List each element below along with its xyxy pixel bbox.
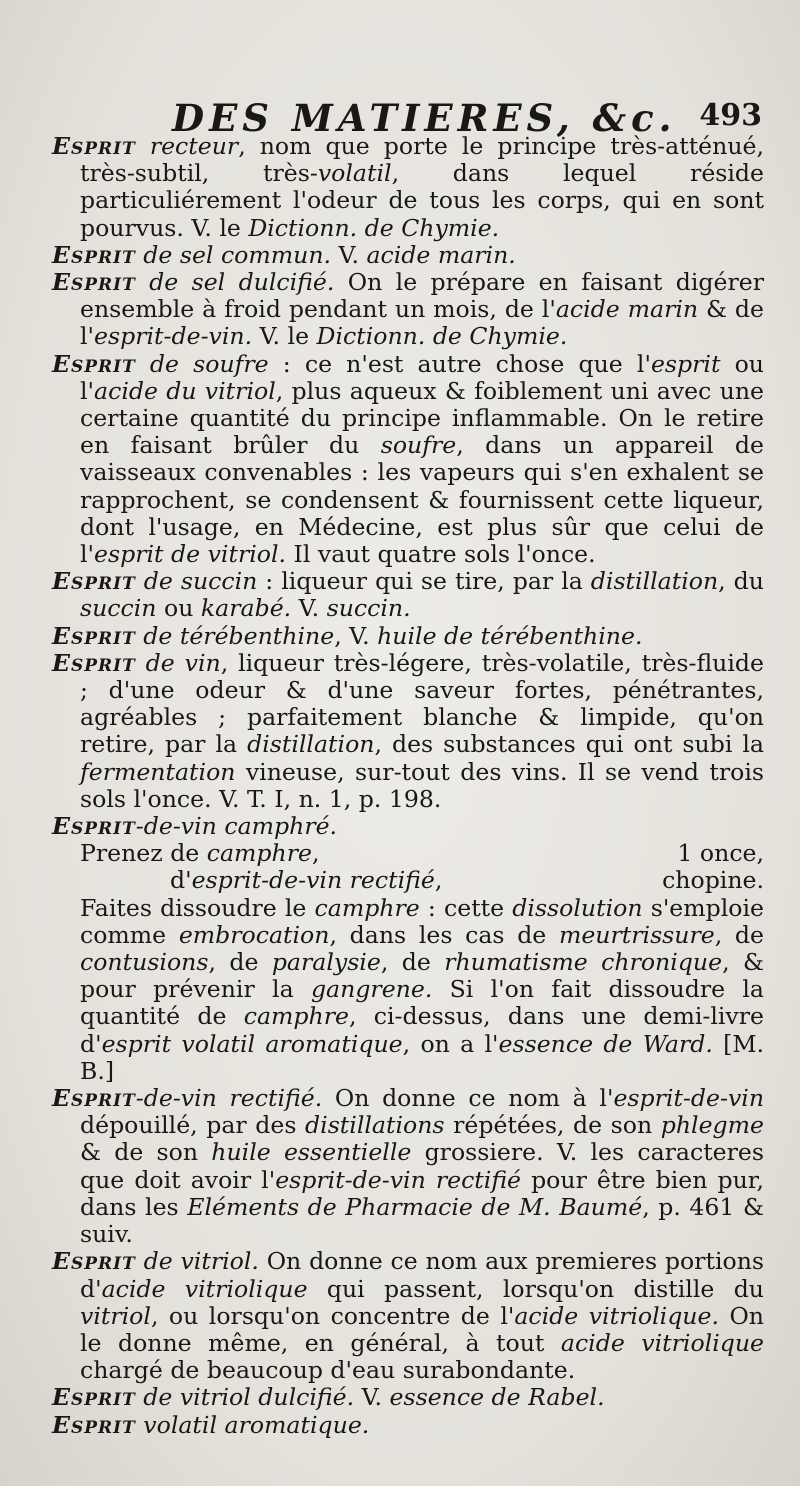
italic-text: Dictionn. de Chymie. bbox=[248, 213, 500, 242]
roman-text: , p. 461 & suiv. bbox=[80, 1192, 765, 1249]
entry-headword: Esprit bbox=[52, 621, 136, 650]
roman-text: , de bbox=[714, 920, 764, 949]
italic-text: karabé. bbox=[200, 594, 292, 623]
italic-text: huile de térébenthine. bbox=[377, 621, 643, 650]
italic-text: acide vitriolique bbox=[560, 1328, 764, 1357]
rx-text: Prenez de bbox=[80, 839, 207, 868]
italic-text: Eléments de Pharmacie de M. Baumé bbox=[187, 1192, 643, 1221]
roman-text: : cette bbox=[419, 893, 513, 922]
rx-quantity: 1 once, bbox=[677, 839, 764, 868]
entries-group-b bbox=[52, 1085, 764, 1439]
italic-text: succin bbox=[80, 594, 157, 623]
roman-text: , ou lorsqu'on concentre de l' bbox=[150, 1301, 515, 1330]
entry-headword: Esprit bbox=[52, 349, 136, 378]
roman-text: V. bbox=[354, 1383, 390, 1412]
italic-text: de vin bbox=[135, 648, 221, 677]
italic-text: gangrene. bbox=[310, 975, 433, 1004]
roman-text: , on a l' bbox=[402, 1029, 499, 1058]
roman-text: , plus aqueux & foiblement uni avec une certaine quantité du principe inflammable. On le retire en faisant brûler du bbox=[80, 376, 764, 460]
entry-headword-rest: -de-vin camphré. bbox=[135, 812, 338, 841]
roman-text: , & pour prévenir la bbox=[80, 948, 764, 1004]
roman-text: Si l'on fait dissoudre la quantité de bbox=[80, 975, 764, 1031]
dictionary-entry bbox=[52, 650, 764, 813]
roman-text: , du bbox=[718, 567, 764, 596]
italic-text: paralysie bbox=[271, 948, 381, 977]
roman-text: , nom que porte le principe très-atténué, très-subtil, très- bbox=[80, 132, 765, 188]
italic-text: camphre bbox=[314, 893, 420, 922]
italic-text: de sel commun. bbox=[135, 240, 339, 269]
italic-text: volatil aromatique. bbox=[135, 1410, 370, 1439]
roman-text: Il vaut quatre sols l'once. bbox=[286, 540, 596, 569]
italic-text: esprit-de-vin rectifié bbox=[275, 1165, 522, 1194]
entry-headword: Esprit bbox=[52, 132, 136, 160]
roman-text: : liqueur qui se tire, par la bbox=[257, 567, 591, 596]
rx-text: , bbox=[434, 866, 443, 895]
italic-text: distillation bbox=[590, 567, 719, 596]
italic-text: distillation bbox=[247, 730, 375, 759]
italic-text: acide du vitriol bbox=[94, 376, 276, 405]
text-body bbox=[52, 133, 764, 1439]
italic-text: acide vitriolique. bbox=[514, 1301, 719, 1330]
prescription-line bbox=[80, 867, 764, 894]
roman-text: ou bbox=[156, 594, 201, 623]
entry-headword: Esprit bbox=[52, 812, 136, 841]
dictionary-entry bbox=[52, 1248, 764, 1384]
italic-text: soufre bbox=[380, 431, 457, 460]
italic-text: dissolution bbox=[512, 893, 643, 922]
italic-text: acide vitriolique bbox=[101, 1274, 308, 1303]
page-number: 493 bbox=[699, 98, 762, 133]
entry-headword: Esprit bbox=[52, 1247, 136, 1276]
italic-text: rhumatisme chronique bbox=[444, 948, 723, 977]
roman-text: chargé de beaucoup d'eau surabondante. bbox=[80, 1356, 576, 1385]
camphre-description bbox=[52, 895, 764, 1085]
italic-text: essence de Ward. bbox=[498, 1029, 713, 1058]
roman-text: , dans un appareil de vaisseaux convenables : les vapeurs qui s'en exhalent se rapprochent, se condensent & fournissent cette liqueur, dont l'usage, en Médecine, est plus sûr que celui de l' bbox=[80, 431, 764, 569]
roman-text: dépouillé, par des bbox=[80, 1111, 306, 1140]
roman-text: , liqueur très-légere, très-volatile, très-fluide ; d'une odeur & d'une saveur fortes, pénétrantes, agréables ; parfaitement blanche & limpide, qu'on retire, par la bbox=[80, 648, 764, 759]
rx-quantity: chopine. bbox=[662, 866, 764, 895]
italic-text: succin. bbox=[326, 594, 411, 623]
rx-text: , bbox=[311, 839, 320, 868]
italic-text: phlegme bbox=[660, 1111, 764, 1140]
italic-text: meurtrissure bbox=[558, 920, 715, 949]
roman-text: & de l' bbox=[80, 295, 764, 351]
rx-ingredient: esprit-de-vin rectifié bbox=[191, 866, 435, 895]
prescription-line bbox=[80, 840, 764, 867]
dictionary-entry bbox=[52, 133, 764, 242]
italic-text: de soufre bbox=[135, 349, 269, 378]
dictionary-entry bbox=[52, 1085, 764, 1248]
italic-text: de sel dulcifié. bbox=[135, 268, 335, 297]
roman-text: [M. B.] bbox=[80, 1029, 764, 1085]
roman-text: qui passent, lorsqu'on distille du bbox=[307, 1274, 764, 1303]
roman-text: & de son bbox=[80, 1138, 212, 1167]
italic-text: de térébenthine bbox=[135, 621, 335, 650]
roman-text: , des substances qui ont subi la bbox=[374, 730, 764, 759]
roman-text: On le prépare en faisant digérer ensemble à froid pendant un mois, de l' bbox=[80, 268, 764, 324]
italic-text: de vitriol. bbox=[135, 1247, 259, 1276]
dictionary-entry bbox=[52, 1384, 764, 1411]
dictionary-entry bbox=[52, 269, 764, 351]
italic-text: contusions bbox=[80, 948, 209, 977]
italic-text: embrocation bbox=[178, 920, 330, 949]
italic-text: fermentation bbox=[80, 757, 236, 786]
rx-ingredient: camphre bbox=[206, 839, 312, 868]
roman-text: On donne ce nom à l' bbox=[322, 1084, 614, 1113]
italic-text: de vitriol dulcifié. bbox=[135, 1383, 355, 1412]
italic-text: essence de Rabel. bbox=[389, 1383, 605, 1412]
roman-text: On donne ce nom aux premieres portions d' bbox=[80, 1247, 764, 1303]
italic-text: esprit volatil aromatique bbox=[101, 1029, 403, 1058]
italic-text: esprit bbox=[650, 349, 721, 378]
italic-text: -de-vin rectifié. bbox=[135, 1084, 323, 1113]
roman-text: grossiere. V. les caracteres que doit avoir l' bbox=[80, 1138, 764, 1194]
roman-text: pour être bien pur, dans les bbox=[80, 1165, 764, 1221]
roman-text: , de bbox=[208, 948, 272, 977]
italic-text: esprit de vitriol. bbox=[94, 540, 287, 569]
entry-headword: Esprit bbox=[52, 240, 136, 269]
dictionary-entry bbox=[52, 568, 764, 622]
entries-group-a bbox=[52, 133, 764, 813]
running-title: DES MATIERES, &c. bbox=[172, 96, 677, 140]
dictionary-entry bbox=[52, 623, 764, 650]
roman-text bbox=[136, 132, 150, 160]
dictionary-entry bbox=[52, 242, 764, 269]
italic-text: vitriol bbox=[80, 1301, 151, 1330]
entry-headword: Esprit bbox=[52, 1410, 136, 1439]
roman-text: V. bbox=[338, 240, 367, 269]
roman-text: Faites dissoudre le bbox=[80, 893, 315, 922]
italic-text: camphre bbox=[243, 1002, 349, 1031]
dictionary-entry-camphre bbox=[52, 813, 764, 840]
italic-text: volatil bbox=[317, 159, 392, 188]
roman-text: , V. bbox=[334, 621, 378, 650]
italic-text: Dictionn. de Chymie. bbox=[316, 322, 568, 351]
entry-headword: Esprit bbox=[52, 1383, 136, 1412]
roman-text: , ci-dessus, dans une demi-livre d' bbox=[80, 1002, 764, 1058]
italic-text: acide marin. bbox=[366, 240, 516, 269]
entry-headword: Esprit bbox=[52, 567, 136, 596]
entry-headword: Esprit bbox=[52, 268, 136, 297]
prescription bbox=[52, 840, 764, 894]
roman-text: , dans lequel réside particuliérement l'odeur de tous les corps, qui en sont pourvus. V. le bbox=[80, 159, 765, 242]
italic-text: recteur bbox=[149, 132, 239, 160]
roman-text: V. bbox=[291, 594, 327, 623]
roman-text: répétées, de son bbox=[444, 1111, 661, 1140]
roman-text: : ce n'est autre chose que l' bbox=[268, 349, 651, 378]
entry-headword: Esprit bbox=[52, 1084, 136, 1113]
rx-text: d' bbox=[170, 866, 192, 895]
italic-text: esprit-de-vin bbox=[613, 1084, 765, 1113]
dictionary-entry bbox=[52, 351, 764, 569]
italic-text: esprit-de-vin. bbox=[94, 322, 253, 351]
italic-text: distillations bbox=[305, 1111, 445, 1140]
dictionary-entry bbox=[52, 1412, 764, 1439]
roman-text: vineuse, sur-tout des vins. Il se vend trois sols l'once. V. T. I, n. 1, p. 198. bbox=[80, 757, 764, 813]
italic-text: de succin bbox=[135, 567, 258, 596]
roman-text: On le donne même, en général, à tout bbox=[80, 1301, 764, 1357]
roman-text: , de bbox=[380, 948, 445, 977]
italic-text: acide marin bbox=[555, 295, 699, 324]
roman-text: , dans les cas de bbox=[329, 920, 559, 949]
entry-headword: Esprit bbox=[52, 648, 136, 677]
roman-text: ou l' bbox=[80, 349, 764, 405]
italic-text: huile essentielle bbox=[211, 1138, 412, 1167]
roman-text: s'emploie comme bbox=[80, 893, 764, 949]
roman-text: V. le bbox=[252, 322, 317, 351]
